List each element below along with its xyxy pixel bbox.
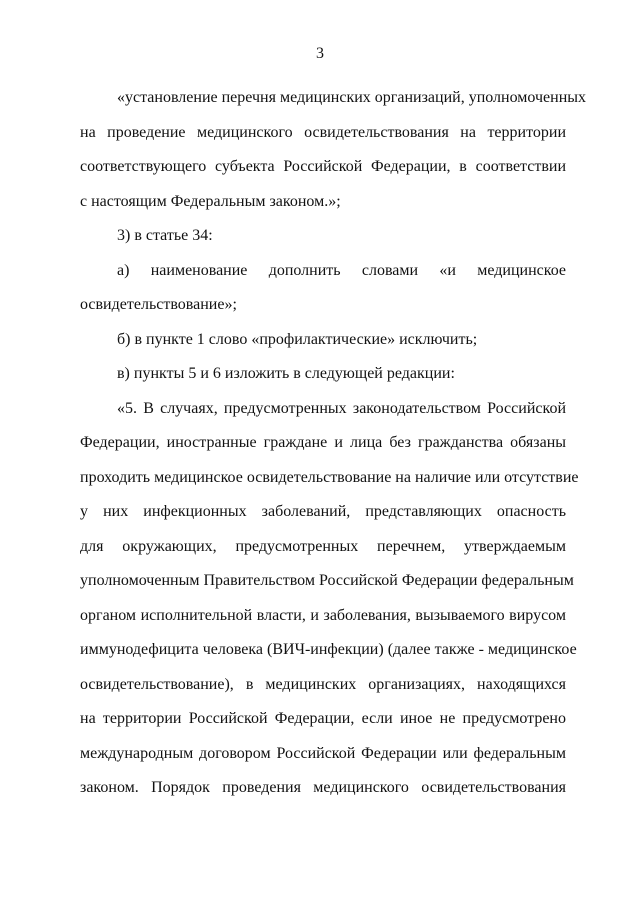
text-line: проходить медицинское освидетельствование на наличие или отсутствие xyxy=(80,468,579,486)
text-line: 3) в статье 34: xyxy=(117,227,213,244)
text-line: у них инфекционных заболеваний, представляющих опасность xyxy=(80,503,566,520)
text-line: на проведение медицинского освидетельствования на территории xyxy=(80,123,566,141)
text-line: органом исполнительной власти, и заболевания, вызываемого вирусом xyxy=(80,606,566,624)
text-line: соответствующего субъекта Российской Федерации, в соответствии xyxy=(80,158,566,175)
text-line: с настоящим Федеральным законом.»; xyxy=(80,192,341,210)
text-line: законом. Порядок проведения медицинского освидетельствования xyxy=(80,779,566,796)
text-line: «установление перечня медицинских организаций, уполномоченных xyxy=(117,89,587,106)
text-line: на территории Российской Федерации, если иное не предусмотрено xyxy=(80,710,566,727)
text-line: а) наименование дополнить словами «и медицинское xyxy=(117,261,566,279)
text-line: б) в пункте 1 слово «профилактические» исключить; xyxy=(117,330,478,348)
text-line: освидетельствование»; xyxy=(80,296,237,313)
text-line: международным договором Российской Федерации или федеральным xyxy=(80,744,566,762)
text-line: Федерации, иностранные граждане и лица без гражданства обязаны xyxy=(80,434,566,451)
document-body xyxy=(80,81,587,806)
page-number: 3 xyxy=(316,45,324,62)
text-line: иммунодефицита человека (ВИЧ-инфекции) (далее также - медицинское xyxy=(80,641,577,658)
text-line: уполномоченным Правительством Российской Федерации федеральным xyxy=(80,572,574,589)
text-line: в) пункты 5 и 6 изложить в следующей редакции: xyxy=(117,365,455,382)
text-line: для окружающих, предусмотренных перечнем, утверждаемым xyxy=(80,537,566,555)
text-line: освидетельствование), в медицинских организациях, находящихся xyxy=(80,675,566,693)
text-line: «5. В случаях, предусмотренных законодательством Российской xyxy=(117,399,566,417)
